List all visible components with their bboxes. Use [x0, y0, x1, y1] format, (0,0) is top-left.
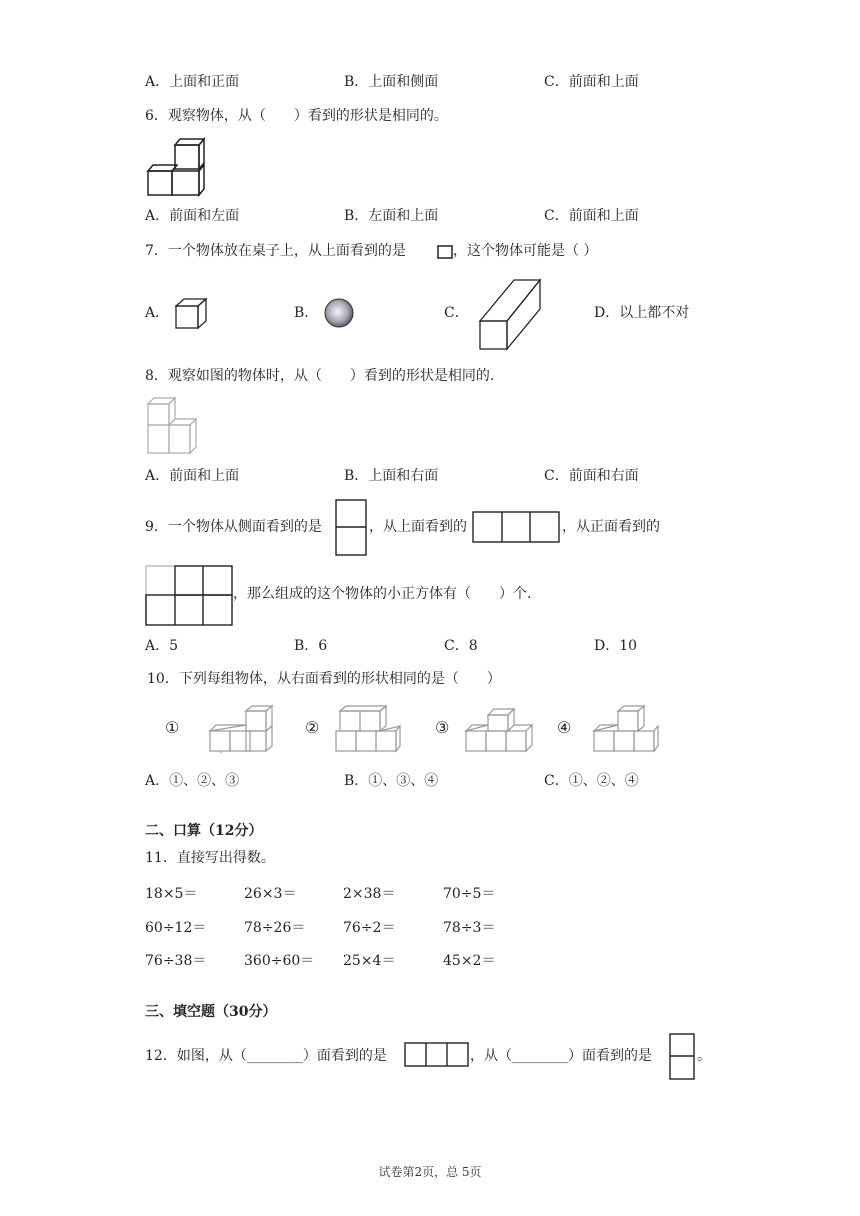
q9-option-b: B．6 — [294, 638, 328, 654]
q7-label-a: A． — [145, 305, 170, 321]
q9-top-view-figure — [472, 511, 562, 545]
calc-r3-c3: 25×4＝ — [343, 953, 396, 969]
q10-figure-2 — [334, 705, 402, 755]
q5-option-a: A．上面和正面 — [145, 74, 240, 90]
q5-option-b: B．上面和侧面 — [344, 74, 439, 90]
calc-r1-c1: 18×5＝ — [145, 886, 198, 902]
q8-stem: 8．观察如图的物体时，从（ ）看到的形状是相同的． — [145, 368, 504, 384]
q6-stem: 6．观察物体，从（ ）看到的形状是相同的。 — [145, 108, 448, 124]
section2-heading: 二、口算（12分） — [145, 823, 263, 839]
q7-square-icon — [437, 245, 453, 259]
q8-cube-figure — [146, 397, 202, 457]
q7-cube-icon — [175, 298, 211, 330]
calc-r3-c4: 45×2＝ — [443, 953, 496, 969]
q10-figure-4 — [592, 705, 660, 755]
q10-option-a: A．①、②、③ — [145, 773, 240, 789]
q10-option-c: C．①、②、④ — [544, 773, 639, 789]
section3-heading: 三、填空题（30分） — [145, 1004, 277, 1020]
q10-stem: 10．下列每组物体，从右面看到的形状相同的是（ ） — [147, 671, 501, 687]
q6-option-b: B．左面和上面 — [344, 208, 439, 224]
q12-text-part2: ，从（________）面看到的是 — [470, 1048, 652, 1064]
q10-option-b: B．①、③、④ — [344, 773, 439, 789]
q10-figure-1 — [208, 705, 272, 755]
calc-r3-c1: 76÷38＝ — [145, 953, 207, 969]
q7-stem-part2: ，这个物体可能是（ ） — [453, 243, 598, 259]
q10-mark-1: ① — [165, 718, 180, 737]
q9-text-part3: ，从正面看到的 — [562, 519, 660, 535]
q9-text-part4: ，那么组成的这个物体的小正方体有（ ）个. — [233, 586, 532, 602]
calc-r3-c2: 360÷60＝ — [244, 953, 315, 969]
q7-label-b: B． — [294, 305, 319, 321]
q5-option-c: C．前面和上面 — [544, 74, 639, 90]
calc-r2-c4: 78÷3＝ — [443, 920, 496, 936]
q11-stem: 11．直接写出得数。 — [145, 850, 275, 866]
calc-r1-c4: 70÷5＝ — [443, 886, 496, 902]
q7-sphere-icon — [324, 298, 356, 328]
q10-mark-2: ② — [305, 718, 320, 737]
q7-label-d: D．以上都不对 — [594, 305, 690, 321]
q9-option-a: A．5 — [145, 638, 179, 654]
q9-side-view-figure — [335, 499, 369, 557]
q6-option-c: C．前面和上面 — [544, 208, 639, 224]
q12-side-view-figure — [669, 1033, 697, 1081]
q10-mark-3: ③ — [435, 718, 450, 737]
calc-r2-c2: 78÷26＝ — [244, 920, 306, 936]
q7-label-c: C． — [444, 305, 469, 321]
q9-text-part2: ，从上面看到的 — [369, 519, 467, 535]
q9-front-view-figure — [145, 565, 235, 627]
calc-r2-c3: 76÷2＝ — [343, 920, 396, 936]
q10-mark-4: ④ — [557, 718, 572, 737]
calc-r1-c3: 2×38＝ — [343, 886, 396, 902]
q8-option-c: C．前面和右面 — [544, 468, 639, 484]
q7-stem-part1: 7．一个物体放在桌子上，从上面看到的是 — [145, 243, 406, 259]
calc-r2-c1: 60÷12＝ — [145, 920, 207, 936]
q12-text-end: 。 — [697, 1048, 711, 1064]
q12-text-part1: 12．如图，从（________）面看到的是 — [145, 1048, 387, 1064]
q8-option-b: B．上面和右面 — [344, 468, 439, 484]
page-footer: 试卷第2页，总 5页 — [378, 1165, 482, 1179]
q10-figure-3 — [464, 705, 536, 755]
q9-option-d: D．10 — [594, 638, 638, 654]
calc-r1-c2: 26×3＝ — [244, 886, 297, 902]
q9-option-c: C．8 — [444, 638, 478, 654]
q7-cuboid-icon — [479, 279, 545, 351]
q9-text-part1: 9．一个物体从侧面看到的是 — [145, 519, 322, 535]
q8-option-a: A．前面和上面 — [145, 468, 240, 484]
q6-cube-figure — [146, 136, 206, 198]
q6-option-a: A．前面和左面 — [145, 208, 240, 224]
q12-top-view-figure — [404, 1042, 470, 1068]
